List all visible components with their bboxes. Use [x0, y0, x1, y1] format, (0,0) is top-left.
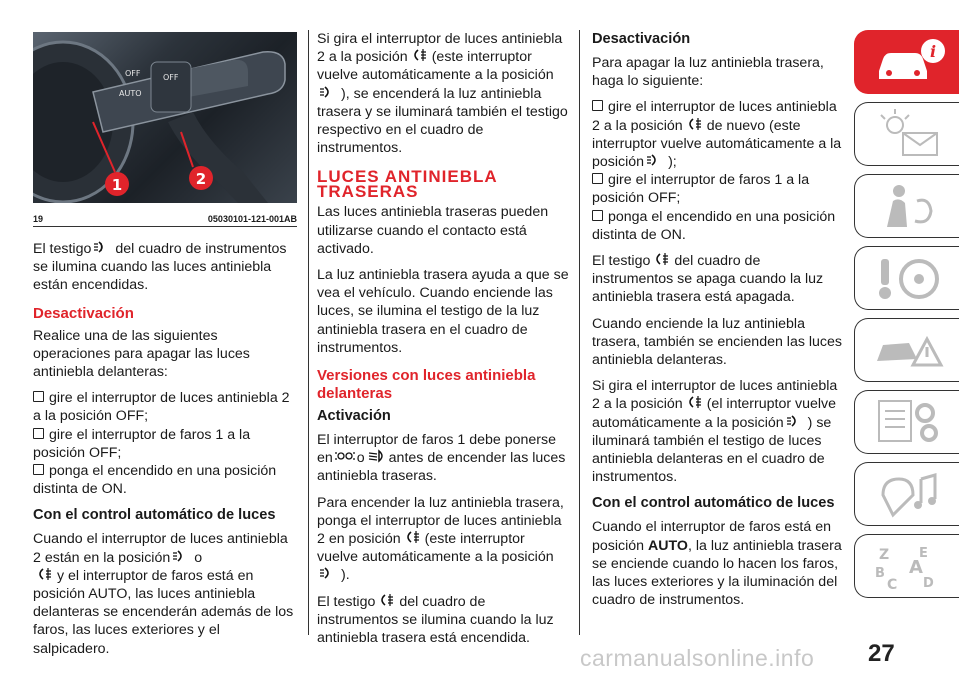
page-number: 27: [868, 640, 895, 667]
c2-paragraph-1: Si gira el interruptor de luces antiniebla 2 a la posición (este interruptor vuelve automáticamente a la posición), se encenderá la luz antiniebla trasera y se iluminará también el testigo respectivo en el cuadro de instrumentos.: [317, 31, 568, 157]
rear-fog-icon: [685, 117, 705, 131]
column-divider-2: [579, 30, 580, 635]
svg-text:B: B: [875, 566, 885, 581]
svg-text:Z: Z: [879, 547, 890, 563]
tab-dashboard-lights[interactable]: [854, 102, 959, 166]
tab-starting-driving[interactable]: [854, 246, 959, 310]
tab-multimedia[interactable]: [854, 462, 959, 526]
lever-off-label-2: OFF: [163, 73, 179, 82]
c2-heading-traseras: LUCES ANTINIEBLA TRASERAS: [317, 167, 498, 202]
tab-emergency[interactable]: [854, 318, 959, 382]
svg-text:C: C: [887, 577, 898, 591]
c1-paragraph-3: Cuando el interruptor de luces antiniebla 2 están en la posición o y el interruptor de faros está en posición AUTO, las luces antiniebla delanteras se encenderán además de los faros, las luces exteriores y el salpicadero.: [33, 531, 294, 657]
column-3: [592, 30, 844, 617]
front-fog-icon: [319, 566, 339, 580]
key-steering-icon: [873, 253, 953, 303]
column-2: [317, 30, 569, 655]
rear-fog-icon: [377, 593, 397, 607]
c1-paragraph-2: Realice una de las siguientes operaciones para apagar las luces antiniebla delanteras:: [33, 327, 250, 381]
tab-index[interactable]: [854, 534, 959, 598]
c2-paragraph-6: El testigo del cuadro de instrumentos se ilumina cuando la luz antiniebla trasera está encendida.: [317, 593, 554, 647]
svg-text:i: i: [929, 42, 937, 61]
lever-off-label-1: OFF: [125, 69, 141, 78]
rear-fog-icon: [652, 252, 672, 266]
c3-paragraph-1: Para apagar la luz antiniebla trasera, haga lo siguiente:: [592, 55, 824, 90]
c3-paragraph-2: El testigo del cuadro de instrumentos se apaga cuando la luz antiniebla trasera está apagada.: [592, 253, 824, 306]
c2-paragraph-4: El interruptor de faros 1 debe ponerse en o antes de encender las luces antiniebla traseras.: [317, 432, 566, 485]
front-fog-icon: [319, 85, 339, 99]
c3-item-1: gire el interruptor de luces antiniebla 2 a la posición de nuevo (este interruptor vuelve automáticamente a la posición );: [592, 99, 842, 171]
tab-vehicle-info[interactable]: [854, 30, 959, 94]
checkbox-bullet-icon: [592, 210, 603, 221]
warning-lights-icon: [873, 109, 953, 159]
c1-item-2: gire el interruptor de faros 1 a la posición OFF;: [33, 426, 251, 461]
watermark: carmanualsonline.info: [580, 645, 815, 671]
emergency-car-icon: [873, 325, 953, 375]
rear-fog-icon: [685, 395, 705, 409]
c2-heading-activacion: Activación: [317, 408, 391, 425]
figure-code: 05030101-121-001AB: [207, 214, 297, 224]
c1-item-1: gire el interruptor de luces antiniebla 2 a la posición OFF;: [33, 390, 290, 425]
position-light-icon: [335, 449, 355, 463]
svg-text:D: D: [923, 576, 934, 591]
front-fog-icon: [786, 414, 806, 428]
checkbox-bullet-icon: [33, 428, 44, 439]
c1-heading-desactivacion: Desactivación: [33, 304, 134, 322]
c3-heading-desactivacion: Desactivación: [592, 31, 691, 47]
front-fog-icon: [646, 153, 666, 167]
c2-paragraph-2: Las luces antiniebla traseras pueden utilizarse cuando el contacto está activado.: [317, 204, 549, 257]
lever-photo: [33, 32, 297, 203]
airbag-seat-icon: [873, 181, 953, 231]
c3-item-2: gire el interruptor de faros 1 a la posición OFF;: [592, 172, 810, 207]
checkbox-bullet-icon: [33, 391, 44, 402]
caption-rule: [33, 226, 297, 227]
tab-maintenance[interactable]: [854, 390, 959, 454]
alphabet-index-icon: [873, 541, 953, 591]
maintenance-icon: [873, 397, 953, 447]
svg-text:E: E: [919, 546, 928, 561]
column-divider-1: [308, 30, 309, 635]
c1-heading-auto: Con el control automático de luces: [33, 507, 276, 524]
column-1: [33, 240, 295, 666]
c1-paragraph-1: El testigo del cuadro de instrumentos se ilumina cuando las luces antiniebla están encendidas.: [33, 241, 287, 294]
c2-heading-versiones: Versiones con luces antiniebla delanteras: [317, 367, 536, 403]
rear-fog-icon: [35, 567, 55, 581]
checkbox-bullet-icon: [33, 464, 44, 475]
callout-2: 2: [195, 170, 207, 188]
callout-1: 1: [111, 176, 123, 194]
c1-item-3: ponga el encendido en una posición distinta de ON.: [33, 463, 277, 498]
tab-safety[interactable]: [854, 174, 959, 238]
c3-heading-auto: Con el control automático de luces: [592, 495, 835, 512]
lever-auto-label: AUTO: [119, 89, 142, 98]
figure-number: 19: [33, 214, 44, 224]
low-beam-icon: [367, 449, 387, 463]
c3-paragraph-5: Cuando el interruptor de faros está en posición AUTO, la luz antiniebla trasera se enciende cuando lo hacen los faros, las luces exteriores y la iluminación del cuadro de instrumentos.: [592, 519, 842, 609]
front-fog-icon: [172, 549, 192, 563]
lever-illustration: [33, 32, 297, 203]
front-fog-icon: [93, 240, 113, 254]
checkbox-bullet-icon: [592, 173, 603, 184]
c3-paragraph-3: Cuando enciende la luz antiniebla trasera, también se encienden las luces antiniebla delanteras.: [592, 315, 842, 369]
svg-text:A: A: [909, 557, 923, 578]
c3-item-3: ponga el encendido en una posición distinta de ON.: [592, 208, 836, 243]
rear-fog-icon: [403, 530, 423, 544]
c2-paragraph-5: Para encender la luz antiniebla trasera, ponga el interruptor de luces antiniebla 2 en posición (este interruptor vuelve automáticamente a la posición ).: [317, 494, 564, 584]
c2-paragraph-3: La luz antiniebla trasera ayuda a que se vea el vehículo. Cuando enciende las luces, se ilumina el testigo de la luz antiniebla trasera en el cuadro de instrumentos.: [317, 267, 569, 356]
rear-fog-icon: [410, 48, 430, 62]
c3-paragraph-4: Si gira el interruptor de luces antiniebla 2 a la posición (el interruptor vuelve automáticamente a la posición ) se iluminará también el testigo de luces antiniebla delanteras en el cuadro de instrumentos.: [592, 378, 838, 486]
chapter-tabs: [854, 30, 960, 606]
checkbox-bullet-icon: [592, 100, 603, 111]
multimedia-icon: [873, 469, 953, 519]
car-info-icon: [873, 37, 953, 87]
